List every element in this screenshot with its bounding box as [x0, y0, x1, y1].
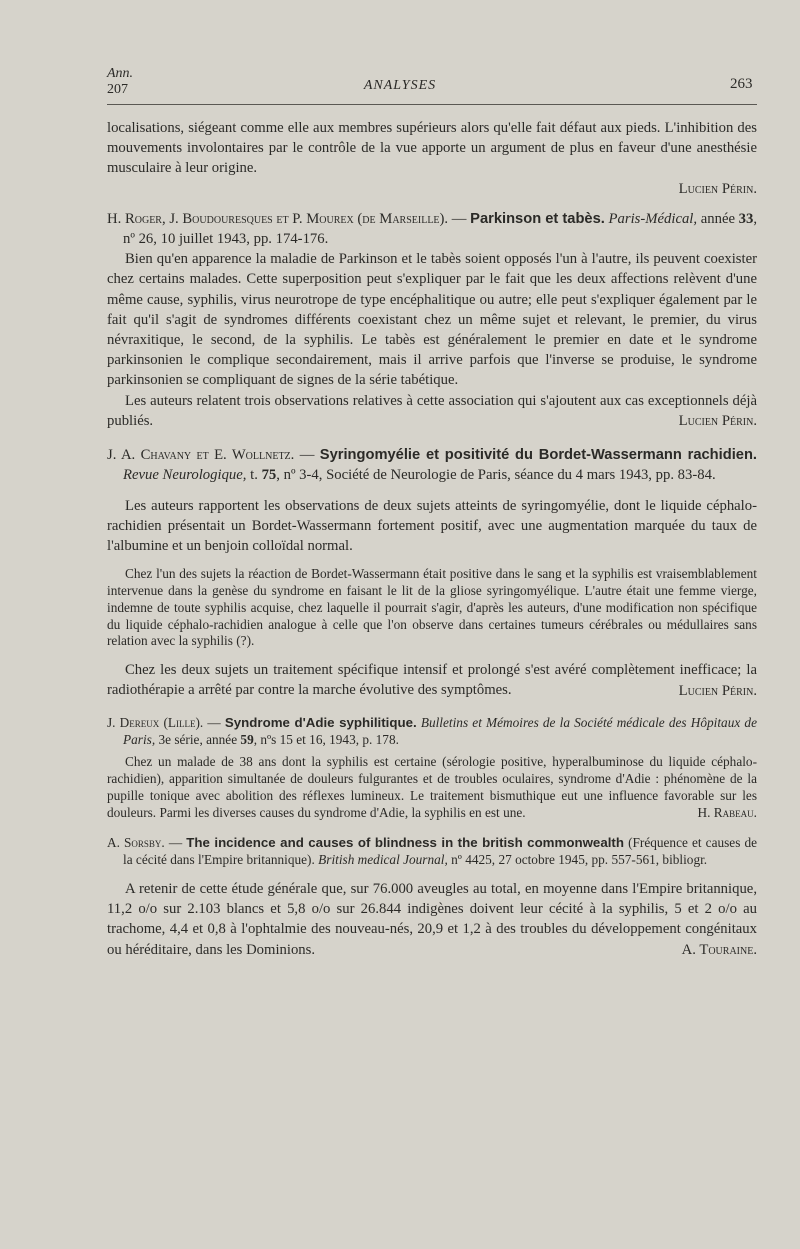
article-ref-pre: 3e série, année — [155, 731, 241, 747]
article-signature: A. Touraine. — [681, 941, 757, 958]
article-paragraph: A retenir de cette étude générale que, sur 76.000 aveugles au total, en moyenne dans l'Empire britannique, 11,2 o/o sur 2.103 blancs et 5,8 o/o sur 26.844 indigènes doivent leur cécité à la syphilis, 5 et 2 o/o au trachome, 4,4 et 0,8 à l'ophtalmie des nouveau-nés, 20,9 et 1,2 à des troubles du développement congénitaux ou héréditaire, dans les Dominions. — [107, 881, 757, 958]
article-journal: British medical Journal, — [318, 852, 448, 868]
article-ref-pre: t. — [246, 467, 262, 484]
article-ref-post: , nº 3-4, Société de Neurologie de Paris, séance du 4 mars 1943, pp. 83-84. — [276, 467, 716, 484]
article-paragraph: Les auteurs rapportent les observations de deux sujets atteints de syringomyélie, dont le liquide céphalo-rachidien présentait un Bordet-Wassermann fortement positif, avec une augmentation marquée du taux de l'albumine et un benjoin colloïdal normal. — [107, 497, 757, 555]
article-journal: Revue Neurologique, — [123, 467, 247, 484]
article-authors: J. A. Chavany et E. Wollnetz. — — [107, 447, 315, 464]
annales-label: Ann. — [107, 66, 134, 81]
article-signature: Lucien Périn. — [678, 682, 757, 699]
article-reference — [107, 715, 757, 749]
article-volume: 59 — [240, 731, 254, 747]
article-reference — [107, 835, 757, 869]
article-subtitle: (Fréquence et causes de la cécité dans l'Empire britannique). — [123, 835, 758, 868]
article-reference — [107, 209, 757, 249]
intro-paragraph: localisations, siégeant comme elle aux membres supérieurs alors qu'elle fait défaut aux pieds. L'inhibition des mouvements involontaires par le contrôle de la vue apporte un argument de plus en faveur d'une anesthésie musculaire à leur origine. — [107, 120, 757, 177]
article-title: Syringomyélie et positivité du Bordet-Wassermann rachidien. — [319, 447, 758, 464]
article-volume: 75 — [261, 467, 277, 484]
article-reference — [107, 445, 757, 485]
article-authors: A. Sorsby. — — [107, 835, 183, 851]
page-body — [107, 118, 757, 960]
article-authors: H. Roger, J. Boudouresques et P. Mourex (de Marseille). — — [107, 210, 467, 227]
header-rule — [107, 104, 757, 105]
article-closing: Chez les deux sujets un traitement spécifique intensif et prolongé s'est avéré complètement inefficace; la radiothérapie a arrêté par contre la marche évolutive des symptômes. — [107, 662, 757, 699]
article-ref-post: , nºs 15 et 16, 1943, p. 178. — [253, 731, 399, 747]
page-number: 263 — [730, 76, 753, 92]
article-small-paragraph: Chez un malade de 38 ans dont la syphilis est certaine (sérologie positive, hyperalbuminose du liquide céphalo-rachidien), apparition simultanée de douleurs fulgurantes et de troubles oculaires, syndrome d'Adie : phénomène de la pupille tonique avec abolition des réflexes lumineux. Le traitement bismuthique eut une influence favorable sur les douleurs. Parmi les diverses causes du syndrome d'Adie, la syphilis en est une. — [107, 754, 757, 820]
article-small-paragraph: Chez l'un des sujets la réaction de Bordet-Wassermann était positive dans le sang et la syphilis est vraisemblablement intervenue dans la genèse du syndrome en faisant le lit de la gliose syringomyélique. L'autre était une femme vierge, indemne de toute syphilis acquise, chez laquelle il pourrait s'agir, d'après les auteurs, d'une modification non spécifique du liquide céphalo-rachidien analogue à celle que l'on observe dans certaines tumeurs cérébrales ou médullaires sans relation avec la syphilis (?). — [107, 566, 757, 649]
article-title: Parkinson et tabès. — [470, 210, 605, 227]
article-ref-post: , nº 26, 10 juillet 1943, pp. 174-176. — [123, 210, 758, 248]
article-journal: Bulletins et Mémoires de la Société médicale des Hôpitaux de Paris, — [123, 714, 757, 747]
article-ref-post: nº 4425, 27 octobre 1945, pp. 557-561, bibliogr. — [447, 852, 708, 868]
intro-signature: Lucien Périn. — [678, 180, 757, 197]
section-title: ANALYSES — [363, 78, 437, 93]
article-ref-pre: année — [697, 210, 739, 227]
article-authors: J. Dereux (Lille). — — [107, 714, 221, 730]
article-title: The incidence and causes of blindness in the british commonwealth — [186, 835, 624, 851]
article-signature: H. Rabeau. — [697, 804, 757, 820]
article-title: Syndrome d'Adie syphilitique. — [224, 714, 417, 730]
article-paragraph: Les auteurs relatent trois observations relatives à cette association qui s'ajoutent aux cas exceptionnels déjà publiés. — [107, 392, 757, 429]
article-signature: Lucien Périn. — [678, 413, 757, 430]
article-journal: Paris-Médical, — [608, 210, 698, 227]
article-paragraph: Bien qu'en apparence la maladie de Parkinson et le tabès soient opposés l'un à l'autre, ils peuvent coexister chez certains malades. Cette superposition peut s'expliquer par le fait que les deux affections relèvent d'une même cause, syphilis, virus neurotrope de type encéphalitique ou autre; elle peut s'expliquer également par le fait qu'il s'agit de syndromes différents coexistant chez un même sujet et relevant, le premier, du virus névraxitique, le second, de la syphilis. Le tabès est généralement le premier en date et le syndrome parkinsonien le complique secondairement, mais il arrive parfois que l'inverse se produise, le syndrome parkinsonien se compliquant de signes de la série tabétique. — [107, 251, 757, 389]
volume-number: 207 — [107, 82, 128, 97]
article-volume: 33 — [738, 210, 754, 227]
